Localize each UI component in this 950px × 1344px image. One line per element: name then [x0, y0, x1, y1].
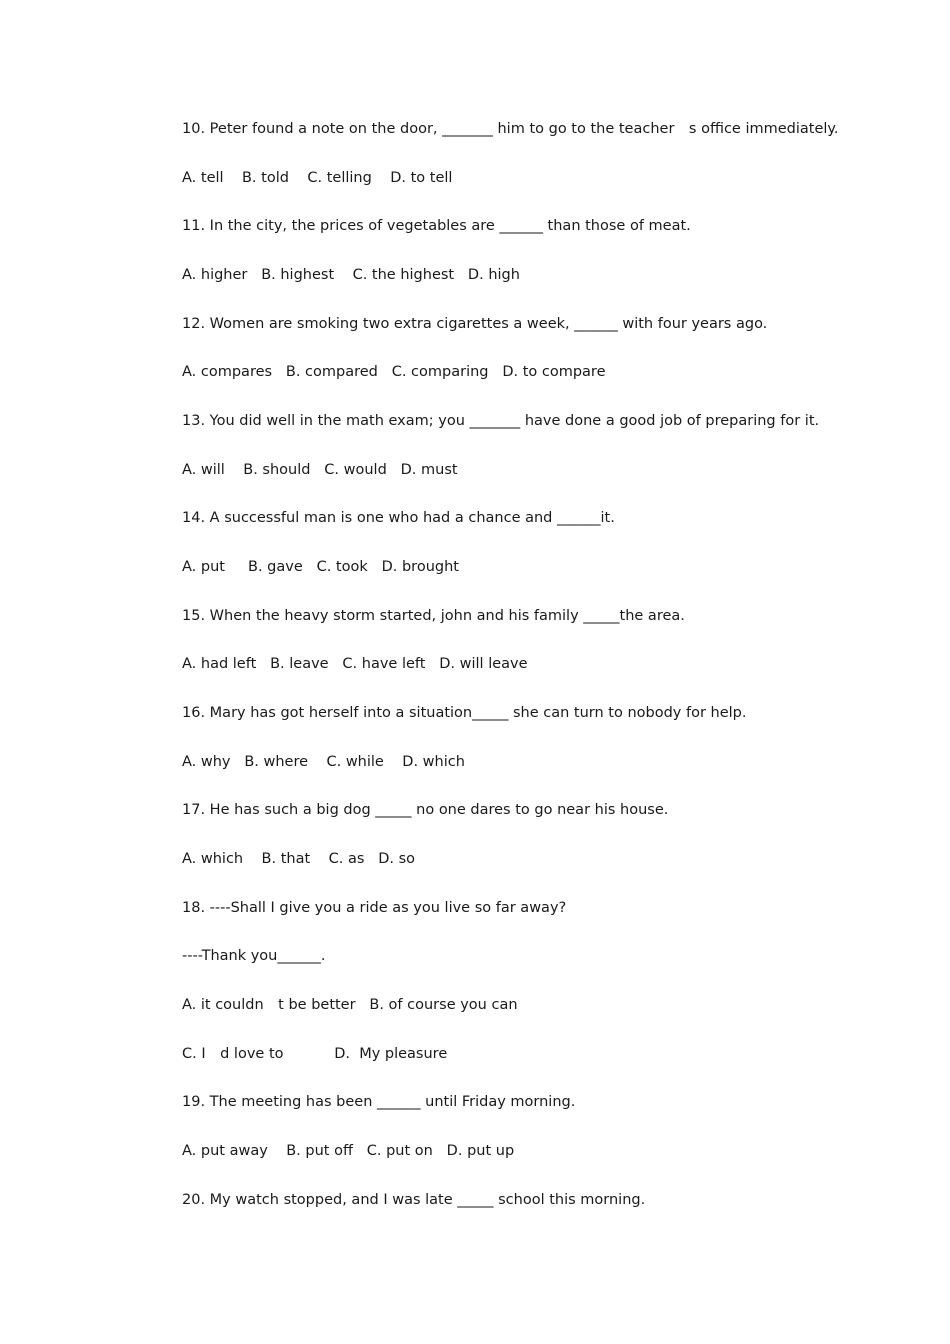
options-10: A. tell B. told C. telling D. to tell [182, 170, 453, 186]
question-11: 11. In the city, the prices of vegetables are ______ than those of meat. [182, 218, 691, 234]
question-19: 19. The meeting has been ______ until Friday morning. [182, 1094, 576, 1110]
options-18-ab: A. it couldn t be better B. of course you can [182, 997, 518, 1013]
options-16: A. why B. where C. while D. which [182, 754, 465, 770]
options-15: A. had left B. leave C. have left D. will leave [182, 656, 528, 672]
question-14: 14. A successful man is one who had a chance and ______it. [182, 510, 615, 526]
options-11: A. higher B. highest C. the highest D. high [182, 267, 520, 283]
question-20: 20. My watch stopped, and I was late _____ school this morning. [182, 1192, 646, 1208]
question-18: 18. ----Shall I give you a ride as you live so far away? [182, 900, 567, 916]
options-18-cd: C. I d love to D. My pleasure [182, 1046, 448, 1062]
question-10: 10. Peter found a note on the door, _______ him to go to the teacher s office immediately. [182, 121, 839, 137]
question-18-reply: ----Thank you______. [182, 948, 326, 964]
question-17: 17. He has such a big dog _____ no one dares to go near his house. [182, 802, 669, 818]
options-12: A. compares B. compared C. comparing D. to compare [182, 364, 606, 380]
question-13: 13. You did well in the math exam; you _______ have done a good job of preparing for it. [182, 413, 820, 429]
question-15: 15. When the heavy storm started, john and his family _____the area. [182, 608, 685, 624]
question-12: 12. Women are smoking two extra cigarettes a week, ______ with four years ago. [182, 316, 768, 332]
options-13: A. will B. should C. would D. must [182, 462, 458, 478]
options-19: A. put away B. put off C. put on D. put up [182, 1143, 515, 1159]
options-17: A. which B. that C. as D. so [182, 851, 416, 867]
options-14: A. put B. gave C. took D. brought [182, 559, 459, 575]
question-16: 16. Mary has got herself into a situation_____ she can turn to nobody for help. [182, 705, 747, 721]
